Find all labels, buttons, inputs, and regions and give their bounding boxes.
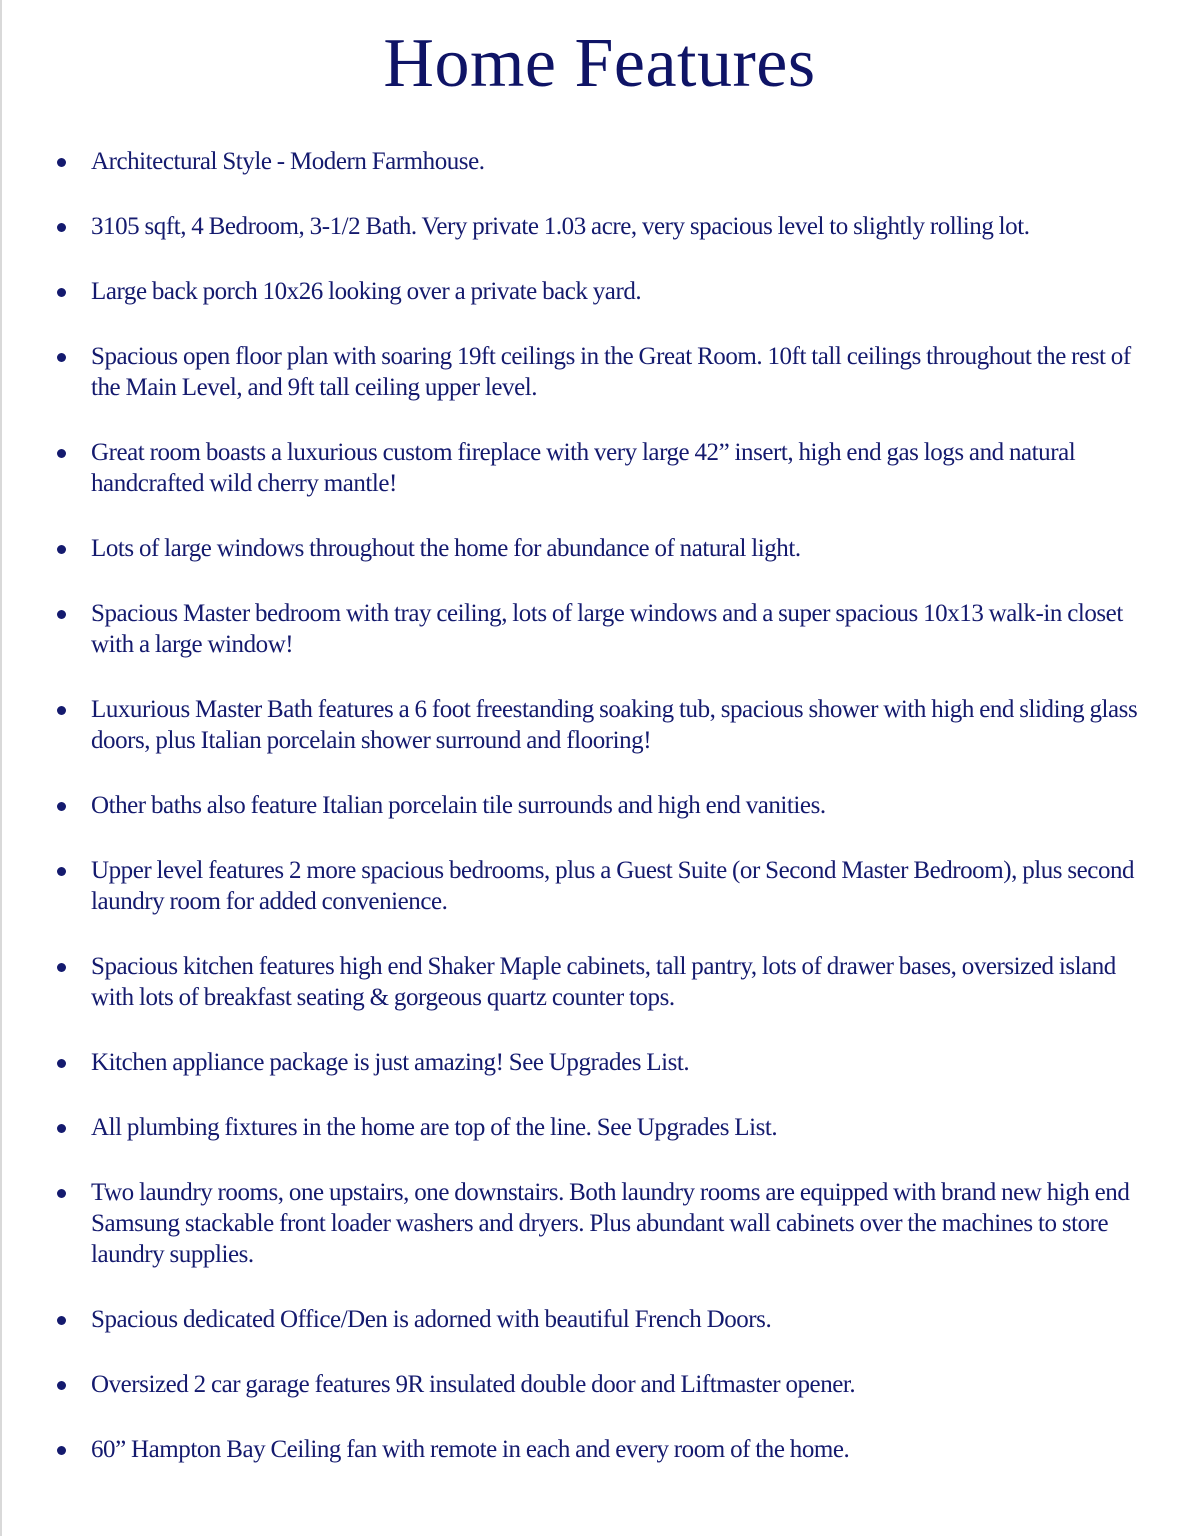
feature-text: Lots of large windows throughout the home for abundance of natural light. bbox=[91, 535, 801, 562]
feature-item bbox=[2, 1304, 1195, 1335]
feature-text: Architectural Style - Modern Farmhouse. bbox=[91, 148, 485, 175]
feature-text: Great room boasts a luxurious custom fireplace with very large 42” insert, high end gas logs and natural handcrafted wild cherry mantle! bbox=[91, 439, 1076, 497]
feature-text: Spacious Master bedroom with tray ceiling, lots of large windows and a super spacious 10x13 walk-in closet with a large window! bbox=[91, 600, 1123, 658]
feature-item bbox=[2, 1047, 1195, 1078]
bullet-icon bbox=[57, 1446, 66, 1455]
feature-item bbox=[2, 1434, 1195, 1465]
feature-item bbox=[2, 1177, 1195, 1270]
bullet-icon bbox=[57, 1316, 66, 1325]
feature-list bbox=[2, 146, 1195, 1499]
feature-text: Other baths also feature Italian porcelain tile surrounds and high end vanities. bbox=[91, 792, 826, 819]
bullet-icon bbox=[57, 1124, 66, 1133]
feature-text: 60” Hampton Bay Ceiling fan with remote in each and every room of the home. bbox=[91, 1436, 850, 1463]
bullet-icon bbox=[57, 1381, 66, 1390]
feature-text: Spacious open floor plan with soaring 19ft ceilings in the Great Room. 10ft tall ceilings throughout the rest of the Main Level, and 9ft tall ceiling upper level. bbox=[91, 343, 1131, 401]
feature-item bbox=[2, 694, 1195, 756]
feature-item bbox=[2, 1369, 1195, 1400]
feature-item bbox=[2, 951, 1195, 1013]
bullet-icon bbox=[57, 353, 66, 362]
feature-text: Luxurious Master Bath features a 6 foot freestanding soaking tub, spacious shower with high end sliding glass doors, plus Italian porcelain shower surround and flooring! bbox=[91, 696, 1138, 754]
feature-text: Oversized 2 car garage features 9R insulated double door and Liftmaster opener. bbox=[91, 1371, 856, 1398]
bullet-icon bbox=[57, 545, 66, 554]
feature-item bbox=[2, 533, 1195, 564]
feature-item bbox=[2, 341, 1195, 403]
feature-text: Spacious dedicated Office/Den is adorned with beautiful French Doors. bbox=[91, 1306, 772, 1333]
bullet-icon bbox=[57, 1059, 66, 1068]
feature-item bbox=[2, 276, 1195, 307]
feature-text: 3105 sqft, 4 Bedroom, 3-1/2 Bath. Very private 1.03 acre, very spacious level to slightly rolling lot. bbox=[91, 213, 1030, 240]
bullet-icon bbox=[57, 963, 66, 972]
feature-text: Spacious kitchen features high end Shaker Maple cabinets, tall pantry, lots of drawer bases, oversized island with lots of breakfast seating & gorgeous quartz counter tops. bbox=[91, 953, 1116, 1011]
feature-item bbox=[2, 1112, 1195, 1143]
feature-item bbox=[2, 146, 1195, 177]
bullet-icon bbox=[57, 802, 66, 811]
feature-text: Kitchen appliance package is just amazing! See Upgrades List. bbox=[91, 1049, 690, 1076]
bullet-icon bbox=[57, 288, 66, 297]
feature-text: Upper level features 2 more spacious bedrooms, plus a Guest Suite (or Second Master Bedroom), plus second laundry room for added convenience. bbox=[91, 857, 1135, 915]
bullet-icon bbox=[57, 223, 66, 232]
feature-text: All plumbing fixtures in the home are top of the line. See Upgrades List. bbox=[91, 1114, 778, 1141]
feature-item bbox=[2, 598, 1195, 660]
feature-item bbox=[2, 855, 1195, 917]
feature-text: Large back porch 10x26 looking over a private back yard. bbox=[91, 278, 642, 305]
feature-item bbox=[2, 790, 1195, 821]
bullet-icon bbox=[57, 867, 66, 876]
bullet-icon bbox=[57, 158, 66, 167]
page-title: Home Features bbox=[383, 25, 816, 102]
bullet-icon bbox=[57, 449, 66, 458]
feature-text: Two laundry rooms, one upstairs, one downstairs. Both laundry rooms are equipped with brand new high end Samsung stackable front loader washers and dryers. Plus abundant wall cabinets over the machines to store laundry supplies. bbox=[91, 1179, 1130, 1268]
bullet-icon bbox=[57, 706, 66, 715]
feature-item bbox=[2, 437, 1195, 499]
feature-item bbox=[2, 211, 1195, 242]
bullet-icon bbox=[57, 1189, 66, 1198]
bullet-icon bbox=[57, 610, 66, 619]
